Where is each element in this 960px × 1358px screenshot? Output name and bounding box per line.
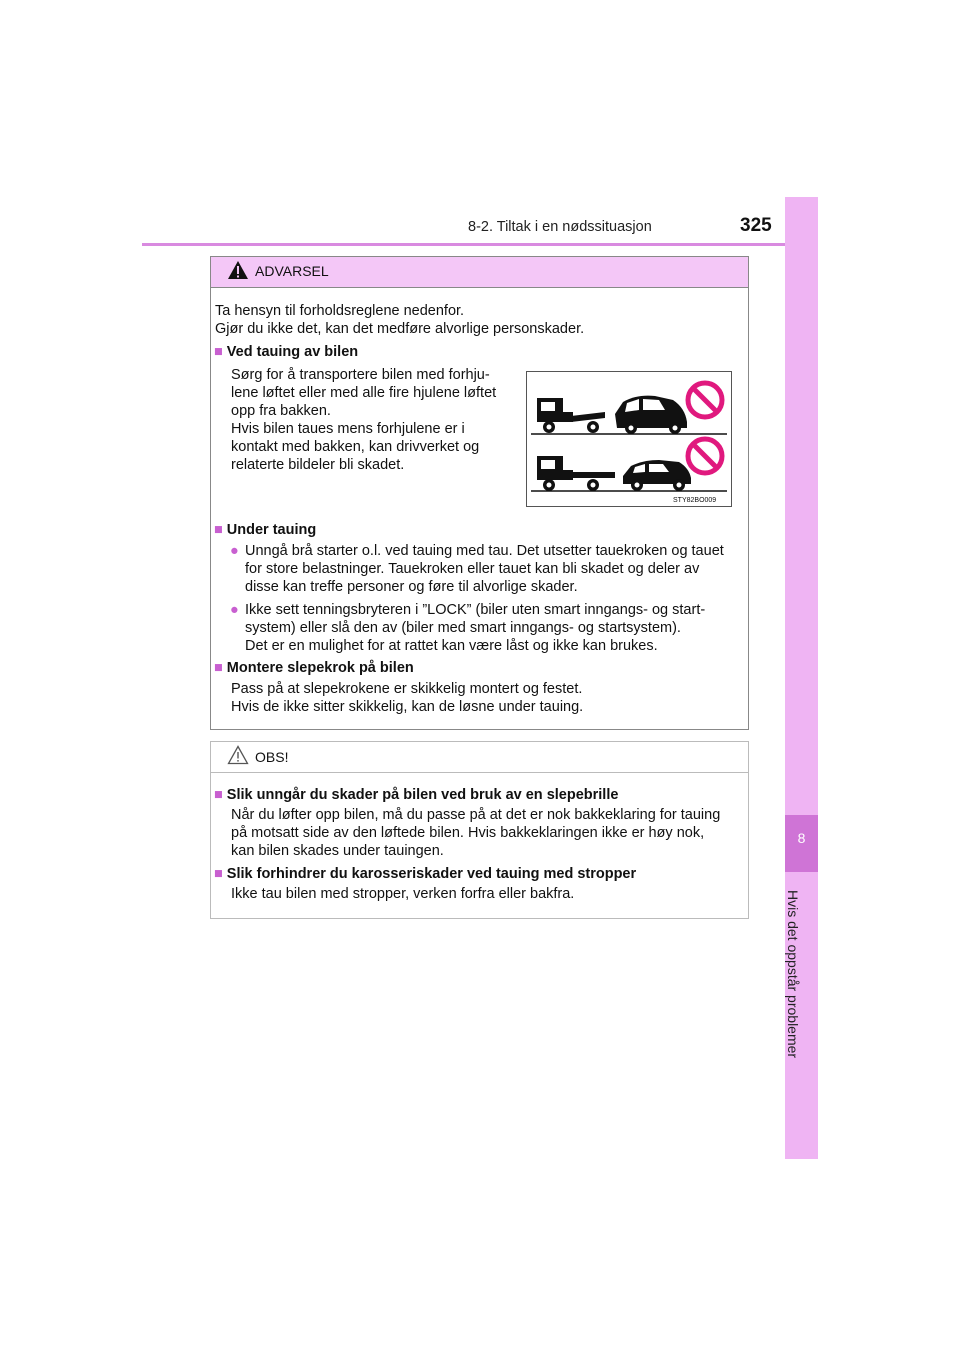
section-heading: ■ Slik forhindrer du karosseriskader ved tauing med stropper: [214, 866, 637, 882]
hook-paragraph: Pass på at slepekrokene er skikkelig montert og festet. Hvis de ikke sitter skikkelig, kan de løsne under tauing.: [231, 681, 584, 715]
square-bullet-icon: ■: [214, 522, 223, 538]
section-heading: ■ Slik unngår du skader på bilen ved bruk av en slepebrille: [214, 787, 619, 803]
warning-title: ADVARSEL: [255, 263, 329, 279]
square-bullet-icon: ■: [214, 787, 223, 803]
notice-paragraph: Når du løfter opp bilen, må du passe på at det er nok bakkeklaring for tauing på motsatt side av den løftede bilen. Hvis bakkeklaringen ikke er høy nok, kan bilen skades under tauingen.: [231, 807, 721, 859]
square-bullet-icon: ■: [214, 344, 223, 360]
towing-bullet-item: Unngå brå starter o.l. ved tauing med tau. Det utsetter tauekroken og tauet for store belastninger. Tauekroken eller tauet kan bli skadet og deler av disse kan treffe personer og føre til alvorlige skader.: [245, 543, 724, 595]
section-title: 8-2. Tiltak i en nødssituasjon: [468, 219, 652, 235]
prohibition-icon: [688, 383, 722, 417]
warning-triangle-icon: [227, 260, 249, 280]
square-bullet-icon: ■: [214, 660, 223, 676]
round-bullet-icon: ●: [230, 543, 239, 559]
towing-bullet-item: Ikke sett tenningsbryteren i ”LOCK” (biler uten smart inngangs- og start- system) eller slå den av (biler med smart inngangs- og startsystem). Det er en mulighet for at rattet kan være låst og ikke kan brukes.: [245, 602, 706, 654]
section-heading: ■ Under tauing: [214, 522, 317, 538]
caution-triangle-icon: [227, 745, 249, 765]
notice-title: OBS!: [255, 749, 289, 765]
car-icon: [615, 396, 687, 434]
car-icon: [623, 460, 691, 491]
warning-intro-line: Gjør du ikke det, kan det medføre alvorlige personskader.: [215, 321, 585, 337]
page-number: 325: [740, 215, 772, 236]
prohibition-icon: [688, 439, 722, 473]
towing-paragraph: Sørg for å transportere bilen med forhju- lene løftet eller med alle fire hjulene løftet opp fra bakken. Hvis bilen taues mens forhjulene er i kontakt med bakken, kan drivverket og relaterte bildeler bli skadet.: [231, 367, 497, 473]
notice-header: [211, 742, 748, 773]
section-heading: ■ Ved tauing av bilen: [214, 344, 359, 360]
towing-illustration-drawing: [527, 372, 731, 506]
chapter-number: 8: [797, 830, 806, 846]
notice-paragraph: Ikke tau bilen med stropper, verken forfra eller bakfra.: [231, 886, 575, 902]
image-code: STY82BO009: [673, 497, 717, 504]
tow-truck-icon: [537, 456, 615, 491]
towing-illustration: [526, 371, 732, 507]
round-bullet-icon: ●: [230, 602, 239, 618]
warning-intro-line: Ta hensyn til forholdsreglene nedenfor.: [215, 303, 465, 319]
square-bullet-icon: ■: [214, 866, 223, 882]
chapter-title: Hvis det oppstår problemer: [785, 890, 801, 1059]
tow-truck-icon: [537, 398, 605, 433]
header-divider: [142, 243, 818, 246]
section-heading: ■ Montere slepekrok på bilen: [214, 660, 414, 676]
